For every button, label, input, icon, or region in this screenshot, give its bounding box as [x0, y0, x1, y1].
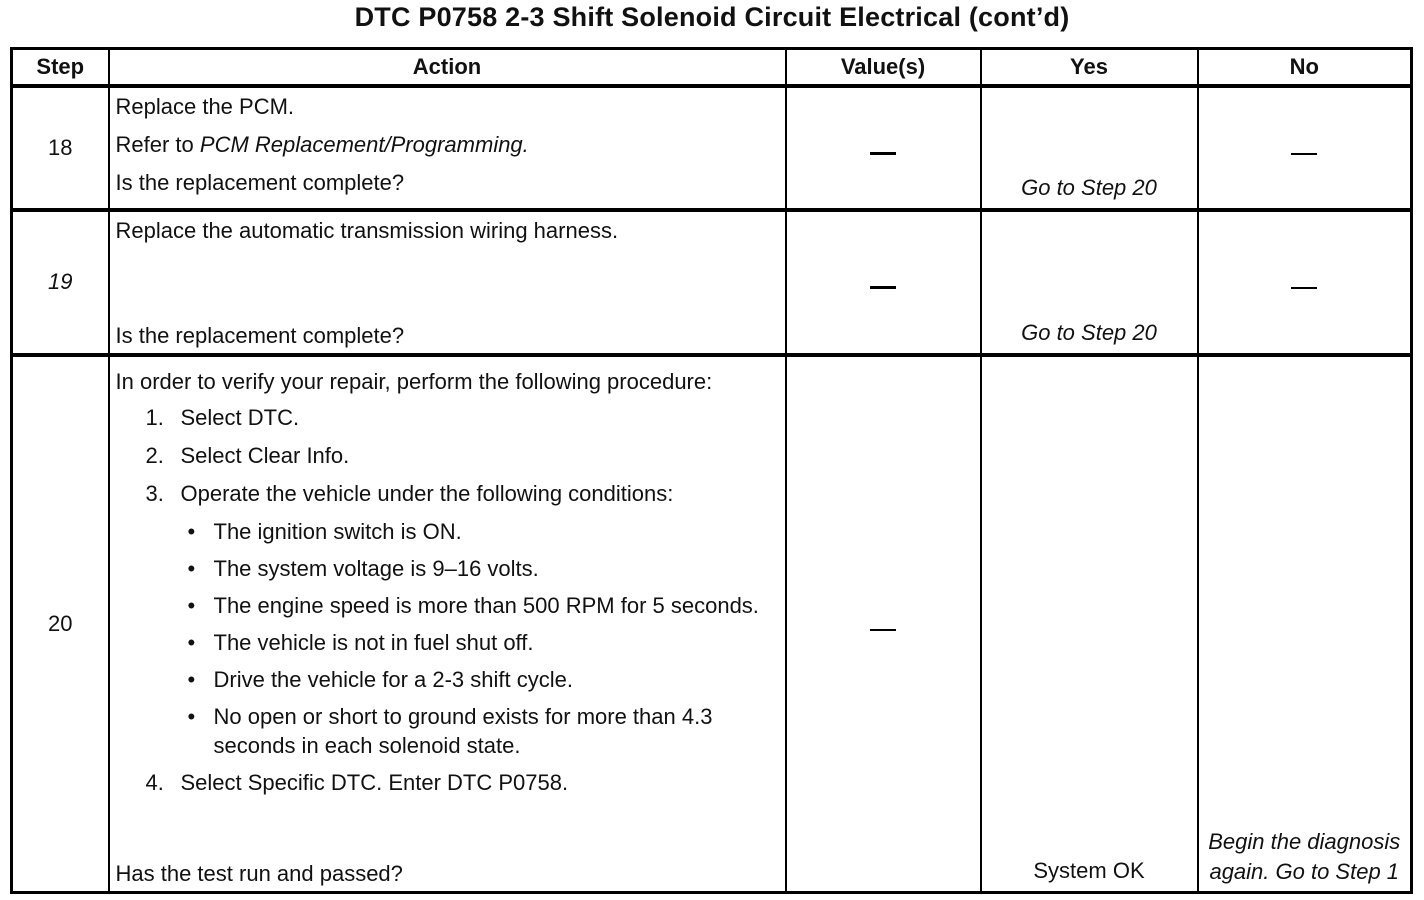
- yes-result: System OK: [1033, 858, 1145, 883]
- action-question: Has the test run and passed?: [115, 861, 403, 886]
- bullet-item: • The vehicle is not in fuel shut off.: [187, 629, 534, 655]
- list-item: 1. Select DTC.: [145, 404, 300, 430]
- dash-mark: [870, 629, 896, 631]
- step-number: 19: [12, 210, 109, 355]
- dash-mark: [870, 152, 896, 155]
- header-step: Step: [12, 49, 109, 86]
- table-row: [12, 86, 1412, 210]
- action-text: Refer to: [115, 131, 194, 157]
- no-cell: [1198, 86, 1412, 210]
- yes-cell: [981, 86, 1198, 210]
- bullet-item: • No open or short to ground exists for more than 4.3 seconds in each solenoid state.: [187, 703, 713, 758]
- list-item: 4. Select Specific DTC. Enter DTC P0758.: [145, 769, 569, 795]
- action-question: Is the replacement complete?: [115, 169, 405, 195]
- step-number: 20: [12, 355, 109, 893]
- no-cell: [1198, 210, 1412, 355]
- dash-mark: [1291, 287, 1317, 289]
- values-cell: [786, 86, 981, 210]
- action-text: Replace the automatic transmission wiring harness.: [115, 217, 619, 243]
- list-item: 2. Select Clear Info.: [145, 442, 350, 468]
- dash-mark: [1291, 153, 1317, 155]
- values-cell: [786, 210, 981, 355]
- action-cell: [109, 355, 786, 893]
- header-action: Action: [109, 49, 786, 86]
- table-row: [12, 355, 1412, 893]
- bullet-item: • The system voltage is 9–16 volts.: [187, 555, 539, 581]
- bullet-item: • The ignition switch is ON.: [187, 518, 462, 544]
- action-cell: [109, 210, 786, 355]
- yes-cell: [981, 355, 1198, 893]
- header-row: [12, 49, 1412, 86]
- yes-cell: [981, 210, 1198, 355]
- procedure-reference: PCM Replacement/Programming.: [199, 131, 529, 157]
- header-no: No: [1198, 49, 1412, 86]
- action-text: Replace the PCM.: [115, 93, 295, 119]
- dash-mark: [870, 286, 896, 289]
- bullet-item: • The engine speed is more than 500 RPM for 5 seconds.: [187, 592, 759, 618]
- action-question: Is the replacement complete?: [115, 322, 405, 348]
- no-result: Begin the diagnosis again. Go to Step 1: [1208, 829, 1401, 884]
- page-title: DTC P0758 2-3 Shift Solenoid Circuit Electrical (cont’d): [354, 2, 1070, 32]
- header-values: Value(s): [786, 49, 981, 86]
- action-cell: [109, 86, 786, 210]
- no-cell: [1198, 355, 1412, 893]
- step-number: 18: [12, 86, 109, 210]
- values-cell: [786, 355, 981, 893]
- bullet-item: • Drive the vehicle for a 2-3 shift cycle.: [187, 666, 573, 692]
- diagnostic-table: [10, 47, 1413, 894]
- list-item: 3. Operate the vehicle under the following conditions:: [145, 480, 674, 506]
- yes-result: Go to Step 20: [1021, 174, 1157, 200]
- header-yes: Yes: [981, 49, 1198, 86]
- table-row: [12, 210, 1412, 355]
- yes-result: Go to Step 20: [1021, 319, 1157, 345]
- action-intro: In order to verify your repair, perform the following procedure:: [115, 368, 713, 394]
